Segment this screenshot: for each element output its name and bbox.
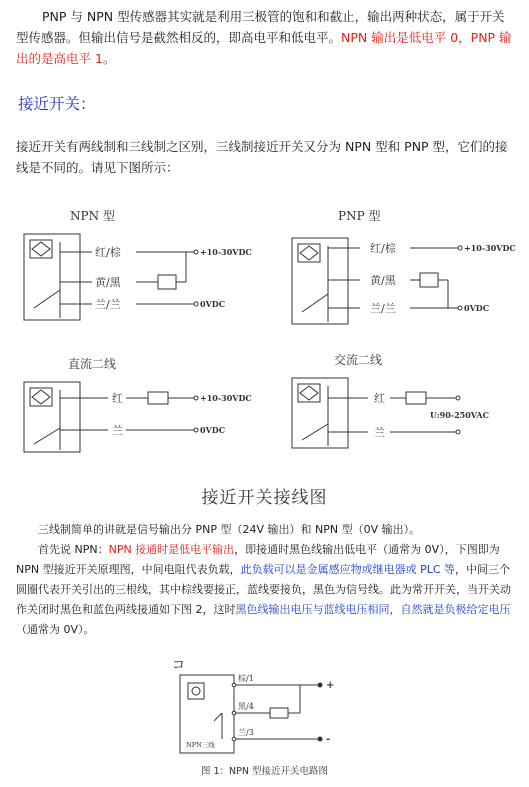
pnp-label: PNP 型 [338,209,381,223]
pnp-wire-blue: 兰/兰 [370,302,396,315]
ac2-label: 交流二线 [334,353,383,367]
npn-explanation-paragraph [16,540,516,640]
wiring-diagram [0,190,529,500]
section-heading: 接近开关： [18,95,96,113]
ac2-wire-lan: 兰 [374,426,385,439]
figure-caption: 图 1：NPN 型接近开关电路图 [200,766,329,777]
intro-paragraph [16,6,516,69]
npn-label: NPN 型 [70,209,115,223]
intro-text: PNP 与 NPN 型传感器其实就是利用三极管的饱和和截止，输出两种状态，属于开关型传感器。但输出信号是截然相反的，即高电平和低电平。 [16,9,505,45]
npn-expl-blue1: 此负载可以是金属感应物或继电器或 PLC 等 [240,563,456,576]
npn-v-plus: +10-30VDC [200,247,252,257]
npn-wire-brown: 红/棕 [95,246,121,259]
dc2-v-zero: 0VDC [200,425,226,435]
npn-wire-blue: 兰/兰 [95,298,121,311]
fig1-corner: コ [172,658,186,673]
npn-expl-blue2: 黑色线输出电压与蓝线电压相同，自然就是负极给定电压 [235,603,511,616]
fig1-minus: - [326,734,331,745]
intro-end: 。 [102,51,116,66]
npn-expl-e: ，中间三个圆圈代表开关引出的三根线，其中棕线要接正，蓝线要接负，黑色为信号线。此为常开开关，当开关动作关闭时黑色和蓝色两线接通如下图 2，这时 [16,563,511,616]
npn-expl-red: NPN 接通时是低电平输出 [108,543,235,556]
fig1-wire1: 棕/1 [238,674,254,683]
three-wire-paragraph: 三线制简单的讲就是信号输出分 PNP 型（24V 输出）和 NPN 型（0V 输出）。 [38,523,421,536]
dc2-wire-lan: 兰 [112,424,123,437]
pnp-load [420,273,438,287]
ac2-v: U:90-250VAC [430,410,489,420]
pnp-wire-black: 黄/黑 [370,274,396,287]
npn-wire-black: 黄/黑 [95,276,121,289]
dc2-wire-red: 红 [112,392,123,405]
fig1-box-label: NPN三线 [186,741,215,749]
npn-load [158,275,176,289]
intro-highlight: NPN 输出是低电平 0，PNP 输出的是高电平 1 [16,30,512,66]
pnp-v-zero: 0VDC [464,303,490,313]
npn-circuit-figure [0,655,529,760]
dc2-load [148,392,168,404]
npn-expl-a: 首先说 NPN： [38,543,109,556]
fig1-plus: + [326,680,335,691]
fig1-wire2: 黑/4 [238,702,254,711]
pnp-v-plus: +10-30VDC [464,243,516,253]
npn-expl-g: （通常为 0V）。 [16,623,95,636]
npn-v-zero: 0VDC [200,299,226,309]
fig1-resistor [270,708,288,718]
dc2-v-plus: +10-30VDC [200,393,252,403]
dc2-label: 直流二线 [68,357,117,371]
ac2-wire-red: 红 [374,392,385,405]
npn-expl-c: ，即接通时黑色线输出低电平（通常为 0V），下图即为 NPN 型接近开关原理图，中间电阻代表负载， [16,543,500,576]
wiring-intro-paragraph: 接近开关有两线制和三线制之区别，三线制接近开关又分为 NPN 型和 PNP 型，它们的接线是不同的。请见下图所示： [16,139,508,175]
pnp-wire-brown: 红/棕 [370,242,396,255]
diagram-title: 接近开关接线图 [201,488,328,508]
fig1-wire3: 兰/3 [238,728,254,737]
ac2-load [406,392,426,404]
